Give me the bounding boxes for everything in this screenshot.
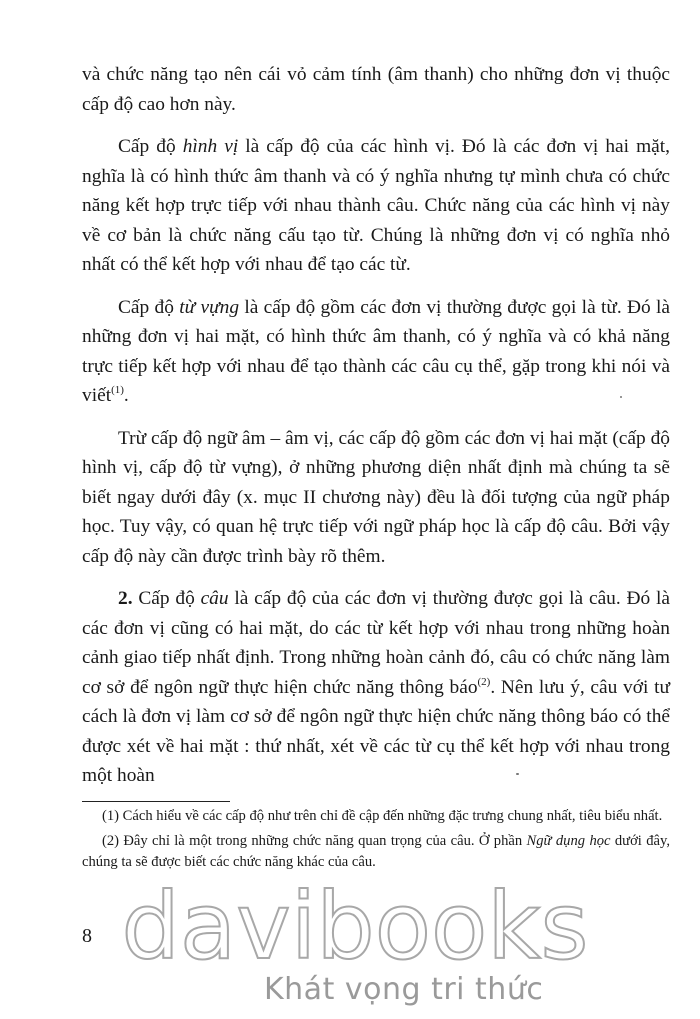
footnote-ref-1[interactable]: (1) [111, 384, 124, 396]
print-speck [516, 773, 519, 775]
term-ngu-dung-hoc: Ngữ dụng học [526, 833, 611, 849]
watermark-logo-text: davibooks [121, 873, 589, 980]
term-cau: câu [200, 588, 229, 609]
footnote-1: (1) Cách hiểu về các cấp độ như trên chỉ đề cập đến những đặc trưng chung nhất, tiêu biểu nhất. [102, 808, 663, 824]
paragraph-1: và chức năng tạo nên cái vỏ cảm tính (âm thanh) cho những đơn vị thuộc cấp độ cao hơn này. [82, 64, 670, 115]
paragraph-2: Cấp độ hình vị là cấp độ của các hình vị. Đó là các đơn vị hai mặt, nghĩa là có hình thức âm thanh và có ý nghĩa nhưng tự mình chưa có chức năng kết hợp trực tiếp với nhau thành câu. Chức năng của các hình vị này về cơ bản là chức năng cấu tạo từ. Chúng là những đơn vị có nghĩa nhỏ nhất có thể kết hợp với nhau để tạo các từ. [82, 136, 670, 275]
footnotes [82, 806, 670, 877]
body-text [82, 60, 670, 804]
paragraph-3: Cấp độ từ vựng là cấp độ gồm các đơn vị thường được gọi là từ. Đó là những đơn vị hai mặt, có hình thức âm thanh, có ý nghĩa và có khả năng trực tiếp kết hợp với nhau để tạo thành các câu cụ thể, gặp trong khi nói và viết$^{(1)}$. [82, 296, 670, 406]
watermark-tagline: Khát vọng tri thức [264, 972, 544, 1007]
print-speck [620, 396, 622, 398]
watermark-logo [121, 873, 589, 980]
footnote-2: (2) Đây chỉ là một trong những chức năng quan trọng của câu. Ở phần Ngữ dụng học dưới đây, chúng ta sẽ được biết các chức năng khác của câu. [82, 833, 670, 870]
paragraph-5: 2. Cấp độ câu là cấp độ của các đơn vị thường được gọi là câu. Đó là các đơn vị cũng có hai mặt, do các từ kết hợp với nhau trong những hoàn cảnh giao tiếp nhất định. Trong những hoàn cảnh đó, câu có chức năng làm cơ sở để ngôn ngữ thực hiện chức năng thông báo$^{(2)}$. Nên lưu ý, câu với tư cách là đơn vị làm cơ sở để ngôn ngữ thực hiện chức năng thông báo có thể được xét về hai mặt : thứ nhất, xét về các từ cụ thể kết hợp với nhau trong một hoàn [82, 588, 671, 786]
page-number: 8 [82, 925, 92, 947]
paragraph-4: Trừ cấp độ ngữ âm – âm vị, các cấp độ gồm các đơn vị hai mặt (cấp độ hình vị, cấp độ từ vựng), ở những phương diện nhất định mà chúng ta sẽ biết ngay dưới đây (x. mục II chương này) đều là đối tượng của ngữ pháp học. Tuy vậy, có quan hệ trực tiếp với ngữ pháp học là cấp độ câu. Bởi vậy cấp độ này cần được trình bày rõ thêm. [82, 427, 670, 567]
term-tu-vung: từ vựng [179, 296, 240, 318]
section-number: 2. [118, 588, 133, 609]
footnote-divider [82, 801, 230, 802]
footnote-ref-2[interactable]: (2) [477, 675, 491, 688]
term-hinh-vi: hình vị [182, 136, 239, 157]
